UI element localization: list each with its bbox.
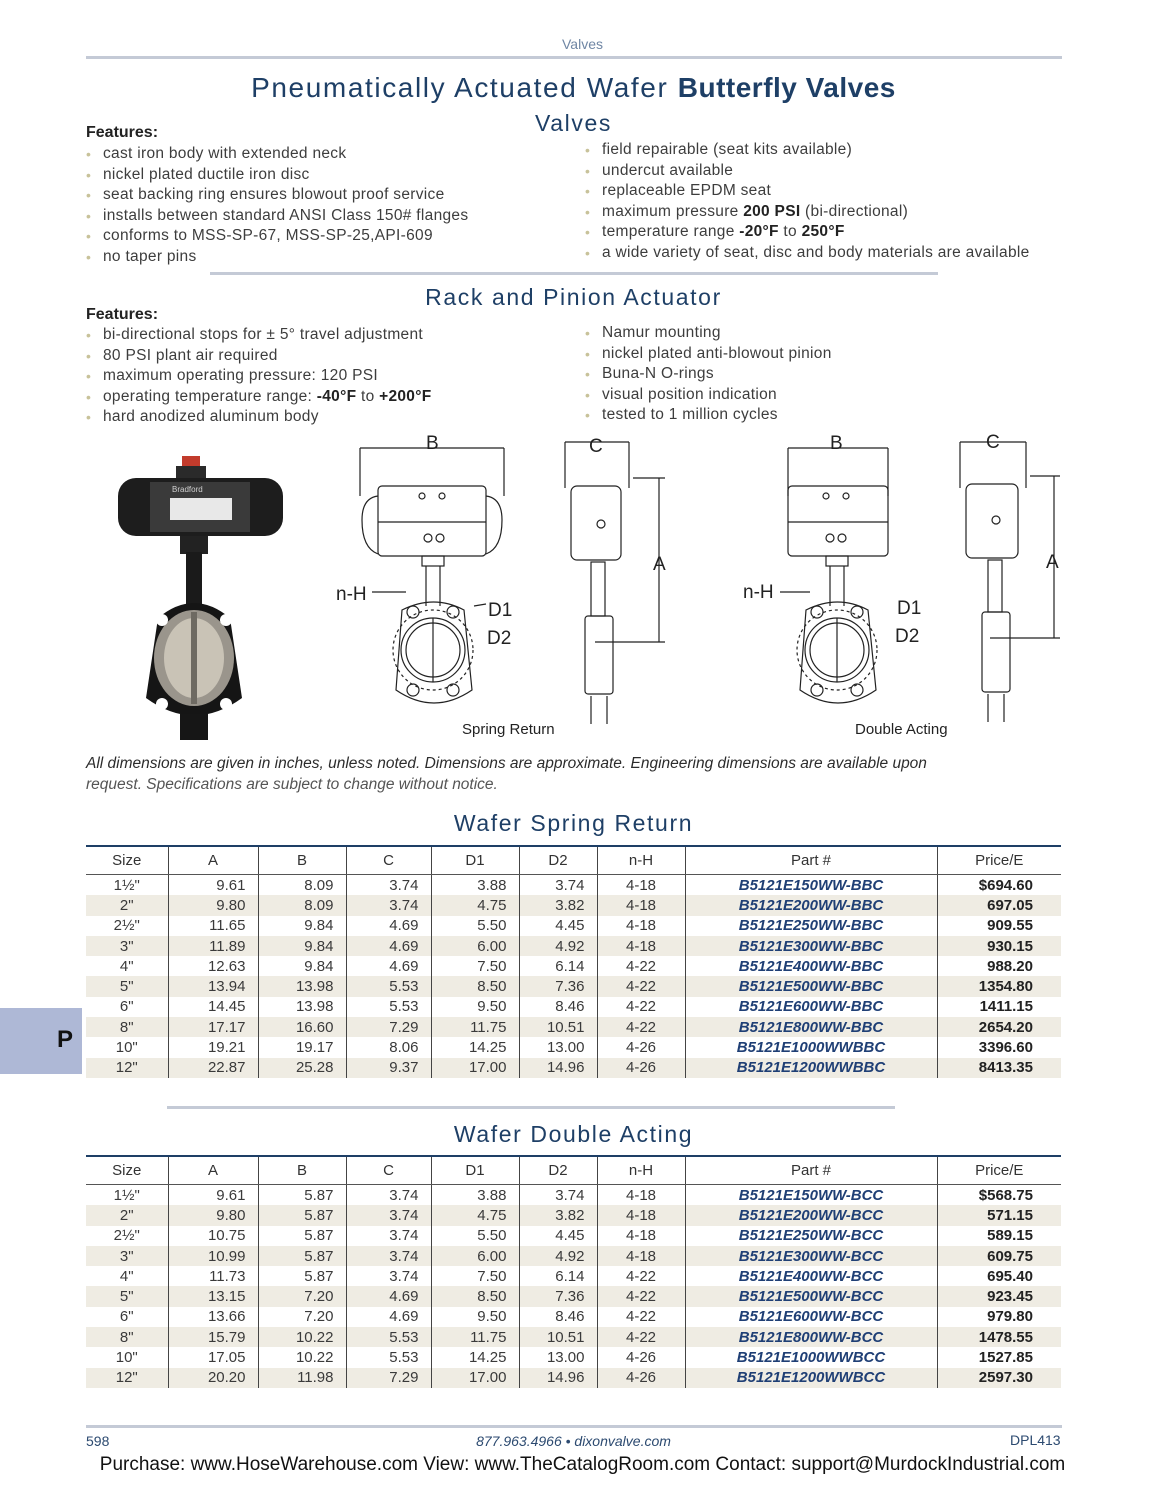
table-row (86, 1017, 1061, 1037)
table-cell: 4.92 (519, 1246, 597, 1266)
table-cell: 3.74 (346, 1185, 431, 1206)
table-cell: 14.96 (519, 1368, 597, 1388)
table-row (86, 916, 1061, 936)
column-header: B (258, 1156, 346, 1185)
table-cell: 4.92 (519, 936, 597, 956)
table-row (86, 875, 1061, 896)
column-header: C (346, 846, 431, 875)
actuator-heading: Rack and Pinion Actuator (425, 284, 722, 310)
price-cell: 2654.20 (937, 1017, 1061, 1037)
column-header: Price/E (937, 1156, 1061, 1185)
size-cell: 12" (86, 1368, 168, 1388)
size-cell: 5" (86, 976, 168, 996)
table-cell: 3.74 (519, 875, 597, 896)
size-cell: 2" (86, 1205, 168, 1225)
table-row (86, 1286, 1061, 1306)
dim-label-d2: D2 (895, 626, 920, 647)
table-cell: 13.15 (168, 1286, 258, 1306)
table-cell: 3.74 (346, 1266, 431, 1286)
column-header: Price/E (937, 846, 1061, 875)
part-number-cell: B5121E1000WWBCC (685, 1347, 937, 1367)
table-cell: 7.29 (346, 1368, 431, 1388)
spring-table-title: Wafer Spring Return (453, 810, 694, 836)
part-number-cell: B5121E300WW-BBC (685, 936, 937, 956)
table-cell: 4.45 (519, 1226, 597, 1246)
part-number-cell: B5121E800WW-BBC (685, 1017, 937, 1037)
table-cell: 8.50 (431, 1286, 519, 1306)
table-cell: 5.87 (258, 1205, 346, 1225)
table-cell: 14.45 (168, 997, 258, 1017)
table-cell: 4-22 (597, 1286, 685, 1306)
table-cell: 5.50 (431, 916, 519, 936)
table-cell: 4.69 (346, 936, 431, 956)
table-cell: 3.82 (519, 895, 597, 915)
dim-label-d1: D1 (488, 600, 513, 621)
table-row (86, 1058, 1061, 1078)
table-cell: 11.65 (168, 916, 258, 936)
price-cell: $568.75 (937, 1185, 1061, 1206)
part-number-cell: B5121E1200WWBCC (685, 1368, 937, 1388)
part-number-cell: B5121E500WW-BBC (685, 976, 937, 996)
size-cell: 4" (119, 1267, 134, 1285)
size-cell: 6" (119, 998, 134, 1016)
column-header: D1 (431, 846, 519, 875)
size-cell: 1½" (113, 876, 140, 894)
table-row (86, 936, 1061, 956)
size-cell: 12" (86, 1058, 168, 1078)
table-cell: 3.74 (346, 1246, 431, 1266)
size-cell: 5" (86, 1286, 168, 1306)
size-cell: 3" (86, 936, 168, 956)
valves-features-right (585, 140, 1065, 263)
table-cell: 7.20 (258, 1307, 346, 1327)
table-cell: 11.89 (168, 936, 258, 956)
photo-brand: Bradford (172, 485, 203, 494)
part-number-cell: B5121E300WW-BCC (685, 1246, 937, 1266)
valve-photo (110, 448, 295, 748)
size-cell: 10" (115, 1349, 138, 1367)
table-cell: 4-18 (597, 895, 685, 915)
spring-return-table (86, 845, 1061, 1078)
table-cell: 7.29 (346, 1017, 431, 1037)
table-cell: 4-18 (597, 875, 685, 896)
valves-features-label: Features: (86, 124, 159, 141)
table-cell: 4-22 (597, 1307, 685, 1327)
size-cell: 1½" (113, 1186, 140, 1204)
price-cell: 930.15 (937, 936, 1061, 956)
dim-label-nh: n-H (743, 582, 774, 603)
table-cell: 15.79 (168, 1327, 258, 1347)
table-cell: 6.00 (431, 936, 519, 956)
table-header (86, 1156, 1061, 1185)
actuator-features-label: Features: (86, 306, 159, 323)
table-row (86, 956, 1061, 976)
table-cell: 4-22 (597, 1017, 685, 1037)
price-cell: 988.20 (937, 956, 1061, 976)
table-cell: 10.51 (519, 1327, 597, 1347)
table-cell: 20.20 (168, 1368, 258, 1388)
table-cell: 3.74 (519, 1185, 597, 1206)
dim-label-c: C (589, 436, 603, 457)
table-cell: 17.05 (168, 1347, 258, 1367)
table-row (86, 1246, 1061, 1266)
table-row (86, 895, 1061, 915)
table-cell: 4-18 (597, 936, 685, 956)
size-cell: 2½" (113, 1227, 140, 1245)
table-cell: 9.84 (258, 956, 346, 976)
double-acting-caption: Double Acting (855, 721, 948, 738)
page-title (0, 72, 1147, 104)
table-cell: 10.51 (519, 1017, 597, 1037)
list-item: • seat backing ring ensures blowout proof service (86, 185, 566, 206)
table-cell: 13.98 (258, 976, 346, 996)
price-cell: 695.40 (937, 1266, 1061, 1286)
table-cell: 11.73 (168, 1266, 258, 1286)
price-cell: 2597.30 (937, 1368, 1061, 1388)
dim-label-b: B (426, 433, 439, 454)
table-cell: 3.74 (346, 895, 431, 915)
size-cell: 6" (119, 1308, 134, 1326)
column-header: A (168, 1156, 258, 1185)
table-cell: 11.75 (431, 1327, 519, 1347)
price-cell: 1527.85 (937, 1347, 1061, 1367)
table-cell: 13.00 (519, 1037, 597, 1057)
table-cell: 4-26 (597, 1368, 685, 1388)
column-header: A (168, 846, 258, 875)
table-cell: 9.84 (258, 916, 346, 936)
table-cell: 8.46 (519, 1307, 597, 1327)
valves-heading: Valves (535, 110, 612, 136)
column-header: D2 (519, 1156, 597, 1185)
table-cell: 9.61 (168, 1185, 258, 1206)
table-cell: 7.36 (519, 1286, 597, 1306)
list-item: • a wide variety of seat, disc and body materials are available (585, 243, 1065, 264)
table-cell: 4-18 (597, 1205, 685, 1225)
valves-features-left (86, 144, 566, 267)
part-number-cell: B5121E150WW-BCC (685, 1185, 937, 1206)
footer-rule (86, 1425, 1062, 1428)
page-number: 598 (86, 1433, 110, 1449)
part-number-cell: B5121E200WW-BCC (685, 1205, 937, 1225)
double-acting-table (86, 1155, 1061, 1388)
part-number-cell: B5121E1000WWBBC (685, 1037, 937, 1057)
table-cell: 11.98 (258, 1368, 346, 1388)
table-cell: 5.50 (431, 1226, 519, 1246)
table-cell: 3.74 (346, 1226, 431, 1246)
size-cell: 4" (119, 957, 134, 975)
title-light: Pneumatically Actuated Wafer (251, 72, 678, 103)
table-cell: 3.74 (346, 1205, 431, 1225)
table-cell: 4-26 (597, 1347, 685, 1367)
list-item: • maximum pressure 200 PSI (bi-directional) (585, 202, 1065, 223)
part-number-cell: B5121E400WW-BCC (685, 1266, 937, 1286)
double-table-title: Wafer Double Acting (453, 1121, 694, 1147)
table-cell: 4-22 (597, 956, 685, 976)
double-side-drawing (950, 428, 1065, 728)
table-cell: 16.60 (258, 1017, 346, 1037)
part-number-cell: B5121E600WW-BBC (685, 997, 937, 1017)
table-cell: 4-22 (597, 1266, 685, 1286)
table-cell: 3.88 (431, 875, 519, 896)
table-cell: 4.69 (346, 956, 431, 976)
table-cell: 6.00 (431, 1246, 519, 1266)
part-number-cell: B5121E400WW-BBC (685, 956, 937, 976)
part-number-cell: B5121E500WW-BCC (685, 1286, 937, 1306)
column-header: Part # (685, 846, 937, 875)
price-cell: 1478.55 (937, 1327, 1061, 1347)
table-cell: 4-18 (597, 1185, 685, 1206)
table-row (86, 1185, 1061, 1206)
dim-label-d2: D2 (487, 628, 512, 649)
table-cell: 7.20 (258, 1286, 346, 1306)
list-item: • maximum operating pressure: 120 PSI (86, 366, 566, 387)
part-number-cell: B5121E150WW-BBC (685, 875, 937, 896)
part-number-cell: B5121E250WW-BBC (685, 916, 937, 936)
table-cell: 12.63 (168, 956, 258, 976)
column-header: D2 (519, 846, 597, 875)
table-cell: 9.80 (168, 895, 258, 915)
table-cell: 13.00 (519, 1347, 597, 1367)
size-cell: 2½" (113, 917, 140, 935)
catalog-code: DPL413 (1010, 1432, 1061, 1448)
price-cell: 1411.15 (937, 997, 1061, 1017)
table-row (86, 976, 1061, 996)
purchase-banner: Purchase: www.HoseWarehouse.com View: www.TheCatalogRoom.com Contact: support@MurdockIndustrial.com (99, 1454, 1066, 1475)
part-number-cell: B5121E800WW-BCC (685, 1327, 937, 1347)
column-header: n-H (597, 1156, 685, 1185)
size-cell: 8" (86, 1327, 168, 1347)
table-cell: 3.82 (519, 1205, 597, 1225)
actuator-features-right (585, 323, 1065, 426)
double-front-drawing (740, 428, 970, 748)
table-cell: 5.53 (346, 1327, 431, 1347)
size-cell: 2" (86, 895, 168, 915)
price-cell: $694.60 (937, 875, 1061, 896)
table-cell: 8.50 (431, 976, 519, 996)
section-label: Valves (562, 36, 603, 52)
table-row (86, 1266, 1061, 1286)
dim-label-d1: D1 (897, 598, 922, 619)
table-cell: 6.14 (519, 1266, 597, 1286)
price-cell: 589.15 (937, 1226, 1061, 1246)
dimensions-note: All dimensions are given in inches, unless noted. Dimensions are approximate. Engineering dimensions are available upon (86, 755, 927, 772)
table-cell: 4-26 (597, 1037, 685, 1057)
table-cell: 10.22 (258, 1347, 346, 1367)
size-cell: 8" (86, 1017, 168, 1037)
table-cell: 8.06 (346, 1037, 431, 1057)
table-cell: 14.25 (431, 1347, 519, 1367)
table-cell: 9.50 (431, 997, 519, 1017)
price-cell: 923.45 (937, 1286, 1061, 1306)
table-cell: 13.94 (168, 976, 258, 996)
section-divider (210, 272, 938, 275)
list-item: • field repairable (seat kits available) (585, 140, 1065, 161)
column-header: Part # (685, 1156, 937, 1185)
list-item: • visual position indication (585, 385, 1065, 406)
table-cell: 4-18 (597, 916, 685, 936)
table-cell: 4.69 (346, 1307, 431, 1327)
table-cell: 5.87 (258, 1226, 346, 1246)
list-item: • nickel plated ductile iron disc (86, 165, 566, 186)
list-item: • nickel plated anti-blowout pinion (585, 344, 1065, 365)
table-cell: 4-26 (597, 1058, 685, 1078)
specs-note: request. Specifications are subject to change without notice. (86, 776, 498, 793)
table-cell: 14.96 (519, 1058, 597, 1078)
price-cell: 3396.60 (937, 1037, 1061, 1057)
table-cell: 5.87 (258, 1266, 346, 1286)
table-row (86, 1226, 1061, 1246)
table-cell: 7.50 (431, 1266, 519, 1286)
list-item: • temperature range -20°F to 250°F (585, 222, 1065, 243)
list-item: • replaceable EPDM seat (585, 181, 1065, 202)
table-cell: 19.17 (258, 1037, 346, 1057)
table-cell: 7.50 (431, 956, 519, 976)
list-item: • Buna-N O-rings (585, 364, 1065, 385)
column-header: B (258, 846, 346, 875)
list-item: • hard anodized aluminum body (86, 407, 566, 428)
list-item: • no taper pins (86, 247, 566, 268)
table-cell: 13.66 (168, 1307, 258, 1327)
table-cell: 17.00 (431, 1368, 519, 1388)
price-cell: 571.15 (937, 1205, 1061, 1225)
table-cell: 6.14 (519, 956, 597, 976)
table-row (86, 1307, 1061, 1327)
table-cell: 11.75 (431, 1017, 519, 1037)
list-item: • undercut available (585, 161, 1065, 182)
table-cell: 17.17 (168, 1017, 258, 1037)
section-divider (167, 1106, 895, 1109)
list-item: • bi-directional stops for ± 5° travel adjustment (86, 325, 566, 346)
table-row (86, 1037, 1061, 1057)
column-header: n-H (597, 846, 685, 875)
table-cell: 5.87 (258, 1185, 346, 1206)
spring-return-caption: Spring Return (462, 721, 555, 738)
table-cell: 5.53 (346, 997, 431, 1017)
size-cell: 3" (86, 1246, 168, 1266)
column-header: Size (86, 846, 168, 875)
table-cell: 9.80 (168, 1205, 258, 1225)
table-row (86, 1327, 1061, 1347)
table-cell: 10.75 (168, 1226, 258, 1246)
table-cell: 4.75 (431, 895, 519, 915)
table-header (86, 846, 1061, 875)
table-cell: 8.46 (519, 997, 597, 1017)
list-item: • operating temperature range: -40°F to +200°F (86, 387, 566, 408)
spring-front-drawing (330, 428, 560, 748)
dim-label-nh: n-H (336, 584, 367, 605)
price-cell: 8413.35 (937, 1058, 1061, 1078)
table-cell: 10.99 (168, 1246, 258, 1266)
part-number-cell: B5121E200WW-BBC (685, 895, 937, 915)
column-header: Size (86, 1156, 168, 1185)
table-cell: 22.87 (168, 1058, 258, 1078)
part-number-cell: B5121E250WW-BCC (685, 1226, 937, 1246)
table-cell: 4-22 (597, 997, 685, 1017)
size-cell: 10" (115, 1039, 138, 1057)
table-cell: 4-18 (597, 1246, 685, 1266)
table-cell: 3.88 (431, 1185, 519, 1206)
table-cell: 5.53 (346, 1347, 431, 1367)
table-row (86, 1368, 1061, 1388)
table-cell: 9.37 (346, 1058, 431, 1078)
dim-label-a: A (653, 554, 666, 575)
table-cell: 4-18 (597, 1226, 685, 1246)
table-row (86, 1347, 1061, 1367)
section-tab[interactable] (0, 1008, 82, 1074)
table-cell: 9.50 (431, 1307, 519, 1327)
actuator-features-left (86, 325, 566, 428)
table-cell: 8.09 (258, 875, 346, 896)
part-number-cell: B5121E1200WWBBC (685, 1058, 937, 1078)
table-cell: 4.45 (519, 916, 597, 936)
part-number-cell: B5121E600WW-BCC (685, 1307, 937, 1327)
title-bold: Butterfly Valves (677, 72, 896, 103)
table-cell: 13.98 (258, 997, 346, 1017)
spring-side-drawing (555, 428, 675, 728)
dim-label-c: C (986, 432, 1000, 453)
table-cell: 8.09 (258, 895, 346, 915)
price-cell: 697.05 (937, 895, 1061, 915)
price-cell: 609.75 (937, 1246, 1061, 1266)
table-cell: 25.28 (258, 1058, 346, 1078)
table-cell: 4.69 (346, 1286, 431, 1306)
table-cell: 10.22 (258, 1327, 346, 1347)
table-row (86, 997, 1061, 1017)
table-cell: 5.87 (258, 1246, 346, 1266)
dim-label-b: B (830, 433, 843, 454)
list-item: • Namur mounting (585, 323, 1065, 344)
table-cell: 9.84 (258, 936, 346, 956)
table-cell: 4-22 (597, 1327, 685, 1347)
dim-label-a: A (1046, 552, 1059, 573)
section-tab-letter: P (57, 1026, 74, 1053)
list-item: • conforms to MSS-SP-67, MSS-SP-25,API-609 (86, 226, 566, 247)
contact-info: 877.963.4966 • dixonvalve.com (476, 1433, 671, 1449)
table-cell: 4.75 (431, 1205, 519, 1225)
column-header: D1 (431, 1156, 519, 1185)
table-cell: 9.61 (168, 875, 258, 896)
header-rule (86, 56, 1062, 59)
table-cell: 7.36 (519, 976, 597, 996)
list-item: • tested to 1 million cycles (585, 405, 1065, 426)
table-cell: 5.53 (346, 976, 431, 996)
price-cell: 909.55 (937, 916, 1061, 936)
table-cell: 4-22 (597, 976, 685, 996)
table-cell: 17.00 (431, 1058, 519, 1078)
list-item: • installs between standard ANSI Class 150# flanges (86, 206, 566, 227)
table-cell: 4.69 (346, 916, 431, 936)
list-item: • 80 PSI plant air required (86, 346, 566, 367)
table-row (86, 1205, 1061, 1225)
price-cell: 979.80 (937, 1307, 1061, 1327)
price-cell: 1354.80 (937, 976, 1061, 996)
table-cell: 19.21 (168, 1037, 258, 1057)
table-cell: 3.74 (346, 875, 431, 896)
list-item: • cast iron body with extended neck (86, 144, 566, 165)
column-header: C (346, 1156, 431, 1185)
table-cell: 14.25 (431, 1037, 519, 1057)
